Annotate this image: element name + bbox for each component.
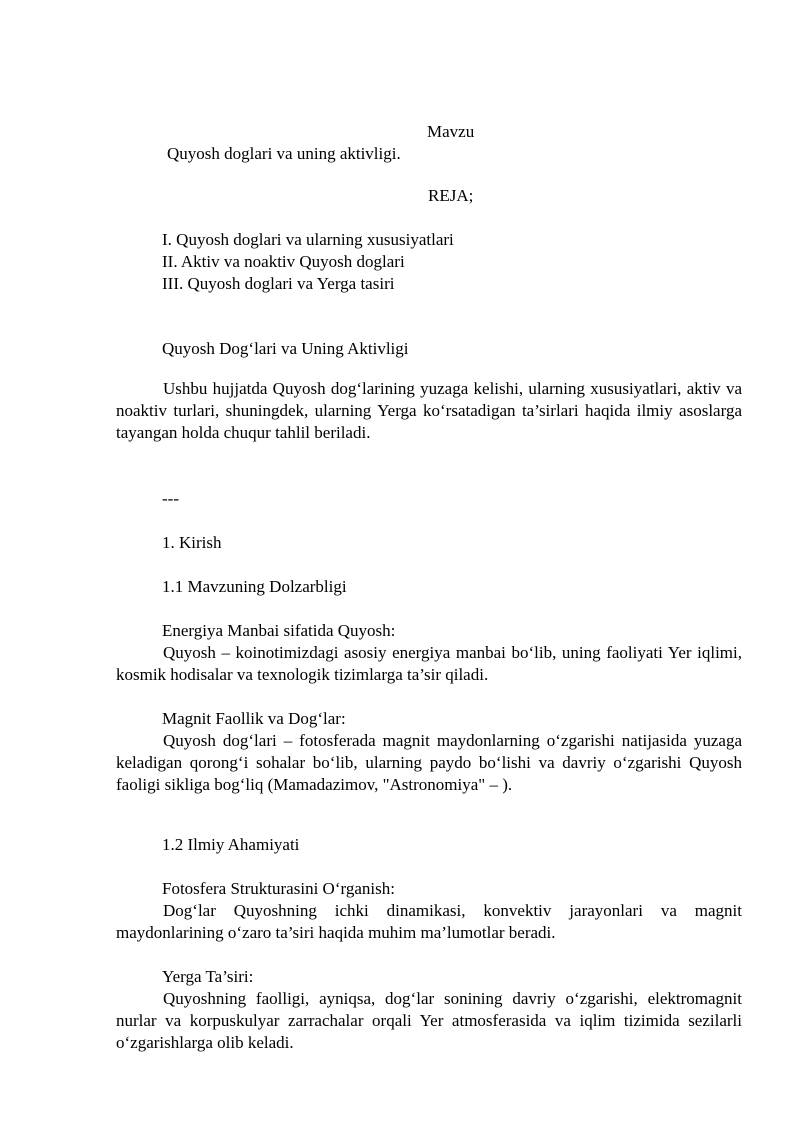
mavzu-label: Mavzu bbox=[427, 122, 475, 141]
subsection-heading: 1.1 Mavzuning Dolzarbligi bbox=[162, 577, 347, 596]
earth-paragraph: Quyoshning faolligi, ayniqsa, dog‘lar sonining davriy o‘zgarishi, elektromagnit nurlar va korpuskulyar zarrachalar orqali Yer atmosferasida va iqlim tizimida sezilarli o‘zgarishlarga olib keladi. bbox=[116, 989, 742, 1052]
paragraph-label: Fotosfera Strukturasini O‘rganish: bbox=[162, 879, 395, 898]
reja-label: REJA; bbox=[428, 186, 474, 205]
plan-item: III. Quyosh doglari va Yerga tasiri bbox=[162, 274, 395, 293]
separator: --- bbox=[162, 489, 179, 508]
photosphere-paragraph: Dog‘lar Quyoshning ichki dinamikasi, konvektiv jarayonlari va magnit maydonlarining o‘zaro ta’siri haqida muhim ma’lumotlar beradi. bbox=[116, 901, 742, 942]
document-title: Quyosh Dog‘lari va Uning Aktivligi bbox=[162, 339, 409, 358]
document-subtitle: Quyosh doglari va uning aktivligi. bbox=[167, 144, 401, 163]
energy-paragraph: Quyosh – koinotimizdagi asosiy energiya manbai bo‘lib, uning faoliyati Yer iqlimi, kosmik hodisalar va texnologik tizimlarga ta’sir qiladi. bbox=[116, 643, 742, 684]
intro-paragraph: Ushbu hujjatda Quyosh dog‘larining yuzaga kelishi, ularning xususiyatlari, aktiv va noaktiv turlari, shuningdek, ularning Yerga ko‘rsatadigan ta’sirlari haqida ilmiy asoslarga tayangan holda chuqur tahlil beriladi. bbox=[116, 379, 742, 442]
magnetic-paragraph: Quyosh dog‘lari – fotosferada magnit maydonlarning o‘zgarishi natijasida yuzaga keladigan qorong‘i sohalar bo‘lib, ularning paydo bo‘lishi va davriy o‘zgarishi Quyosh faoligi sikliga bog‘liq (Mamadazimov, "Astronomiya" – ). bbox=[116, 731, 742, 794]
plan-item: I. Quyosh doglari va ularning xususiyatlari bbox=[162, 230, 454, 249]
plan-item: II. Aktiv va noaktiv Quyosh doglari bbox=[162, 252, 405, 271]
section-heading: 1. Kirish bbox=[162, 533, 222, 552]
paragraph-label: Yerga Ta’siri: bbox=[162, 967, 254, 986]
paragraph-label: Energiya Manbai sifatida Quyosh: bbox=[162, 621, 396, 640]
paragraph-label: Magnit Faollik va Dog‘lar: bbox=[162, 709, 346, 728]
subsection-heading: 1.2 Ilmiy Ahamiyati bbox=[162, 835, 300, 854]
